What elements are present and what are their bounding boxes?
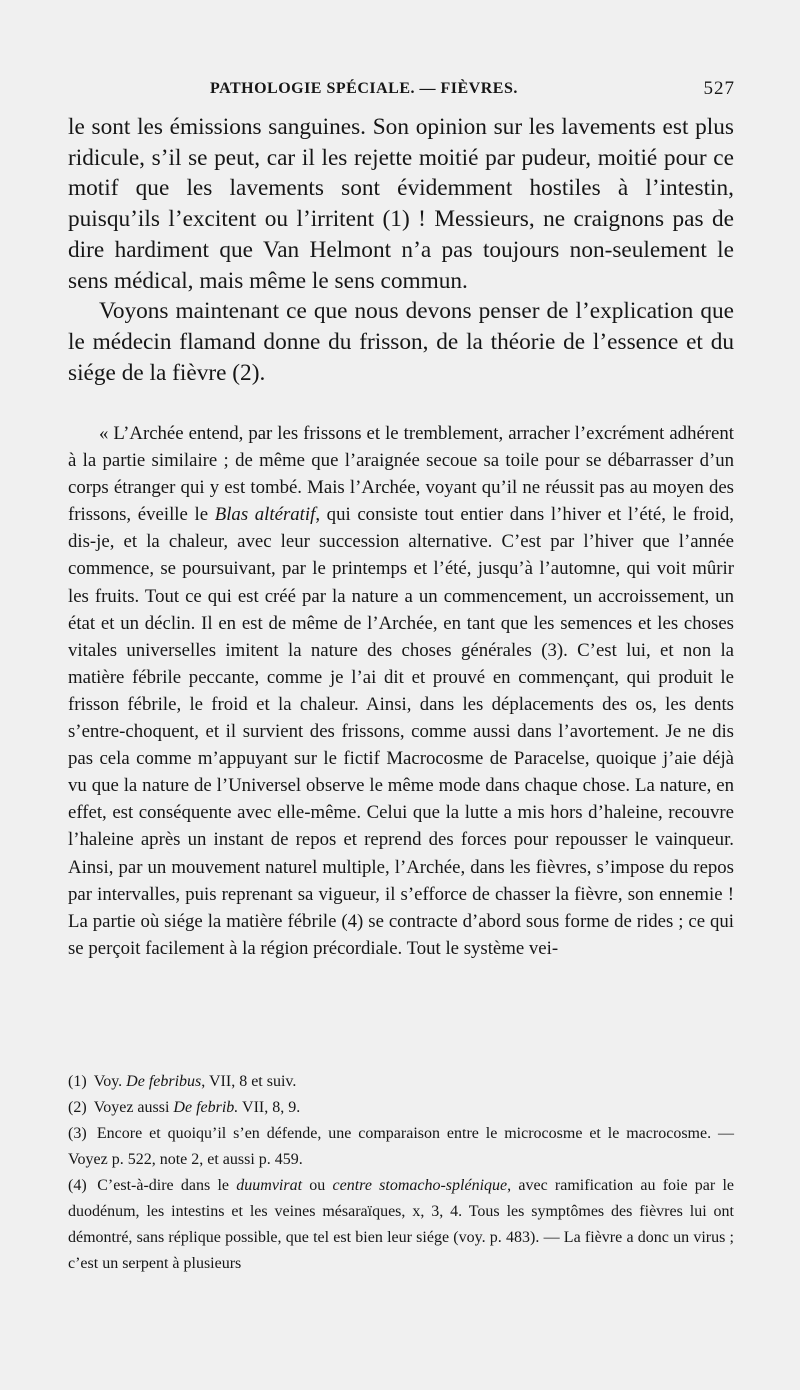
footnote-4-italic-2: centre stomacho-splénique bbox=[332, 1177, 508, 1194]
footnote-4-before: C’est-à-dire dans le bbox=[97, 1177, 237, 1194]
page-number: 527 bbox=[703, 78, 735, 99]
footnote-2-after: VII, 8, 9. bbox=[238, 1099, 301, 1116]
quoted-passage bbox=[68, 420, 734, 962]
footnote-2 bbox=[68, 1095, 734, 1121]
footnote-4 bbox=[68, 1173, 734, 1277]
quote-start: « L’Archée entend, par les frissons et le tremblement, arracher l’excrément adhérent à la partie similaire ; de même que l’araignée secoue sa toile pour se débarrasser d’un corps étranger qui y est tombé. Mais l’Archée, voyant qu’il ne réussit pas au moyen des frissons, éveille le bbox=[68, 423, 734, 526]
main-text bbox=[68, 112, 734, 388]
page-header bbox=[68, 78, 735, 108]
footnote-1-number: (1) bbox=[68, 1073, 87, 1090]
footnote-3-text: Encore et quoiqu’il s’en défende, une comparaison entre le microcosme et le macrocosme. — Voyez p. 522, note 2, et aussi p. 459. bbox=[68, 1125, 734, 1168]
paragraph-1: le sont les émissions sanguines. Son opinion sur les lavements est plus ridicule, s’il se peut, car il les rejette moitié par pudeur, moitié pour ce motif que les lavements sont évidemment hostiles à l’intestin, puisqu’ils l’excitent ou l’irritent (1) ! Messieurs, ne craignons pas de dire hardiment que Van Helmont n’a pas toujours non-seulement le sens médical, mais même le sens commun. bbox=[68, 114, 734, 294]
footnote-2-italic: De febrib. bbox=[173, 1099, 239, 1116]
quote-paragraph bbox=[68, 420, 734, 962]
footnote-4-number: (4) bbox=[68, 1177, 87, 1194]
footnote-1-before: Voy. bbox=[93, 1073, 127, 1090]
footnote-4-italic-1: duumvirat bbox=[236, 1177, 303, 1194]
quote-rest: , qui consiste tout entier dans l’hiver et l’été, le froid, dis-je, et la chaleur, avec leur succession alternative. C’est par l’hiver que l’année commence, se poursuivant, par le printemps et l’été, jusqu’à l’automne, qui voit mûrir les fruits. Tout ce qui est créé par la nature a un commencement, un accroissement, un état et un déclin. Il en est de même de l’Archée, en tant que les semences et les choses vitales universelles imitent la nature des choses générales (3). C’est lui, et non la matière fébrile peccante, comme je l’ai dit et prouvé en commençant, qui produit le frisson fébrile, le froid et la chaleur. Ainsi, dans les déplacements des os, les dents s’entre-choquent, et il survient des frissons, comme aussi dans l’avortement. Je ne dis pas cela comme m’appuyant sur le fictif Macrocosme de Paracelse, quoique j’aie déjà vu que la nature de l’Universel observe le même mode dans chaque chose. La nature, en effet, est conséquente avec elle-même. Celui que la lutte a mis hors d’haleine, recouvre l’haleine après un instant de repos et reprend des forces pour repousser le vainqueur. Ainsi, par un mouvement naturel multiple, l’Archée, dans les fièvres, s’impose du repos par intervalles, puis reprenant sa vigueur, il s’efforce de chasser la fièvre, son ennemie ! La partie où siége la matière fébrile (4) se contracte d’abord sous forme de rides ; ce qui se perçoit facilement à la région précordiale. Tout le système vei- bbox=[68, 504, 734, 959]
running-head: PATHOLOGIE SPÉCIALE. — FIÈVRES. bbox=[210, 80, 518, 97]
footnote-3 bbox=[68, 1121, 734, 1173]
footnote-1 bbox=[68, 1069, 734, 1095]
footnote-2-before: Voyez aussi bbox=[93, 1099, 174, 1116]
footnote-2-number: (2) bbox=[68, 1099, 87, 1116]
quote-italic-term: Blas altératif bbox=[214, 504, 316, 526]
footnote-4-middle: ou bbox=[302, 1177, 333, 1194]
footnote-3-number: (3) bbox=[68, 1125, 87, 1142]
footnote-4-after: , avec ramification au foie par le duodénum, les intestins et les veines mésaraïques, x, 3, 4. Tous les symptômes des fièvres lui ont démontré, sans réplique possible, que tel est bien leur siége (voy. p. 483). — La fièvre a donc un virus ; c’est un serpent à plusieurs bbox=[68, 1177, 735, 1272]
footnote-1-after: , VII, 8 et suiv. bbox=[201, 1073, 297, 1090]
paragraph-2: Voyons maintenant ce que nous devons penser de l’explication que le médecin flamand donne du frisson, de la théorie de l’essence et du siége de la fièvre (2). bbox=[68, 298, 734, 386]
footnote-1-italic: De febribus bbox=[126, 1073, 202, 1090]
footnotes bbox=[68, 1069, 734, 1277]
